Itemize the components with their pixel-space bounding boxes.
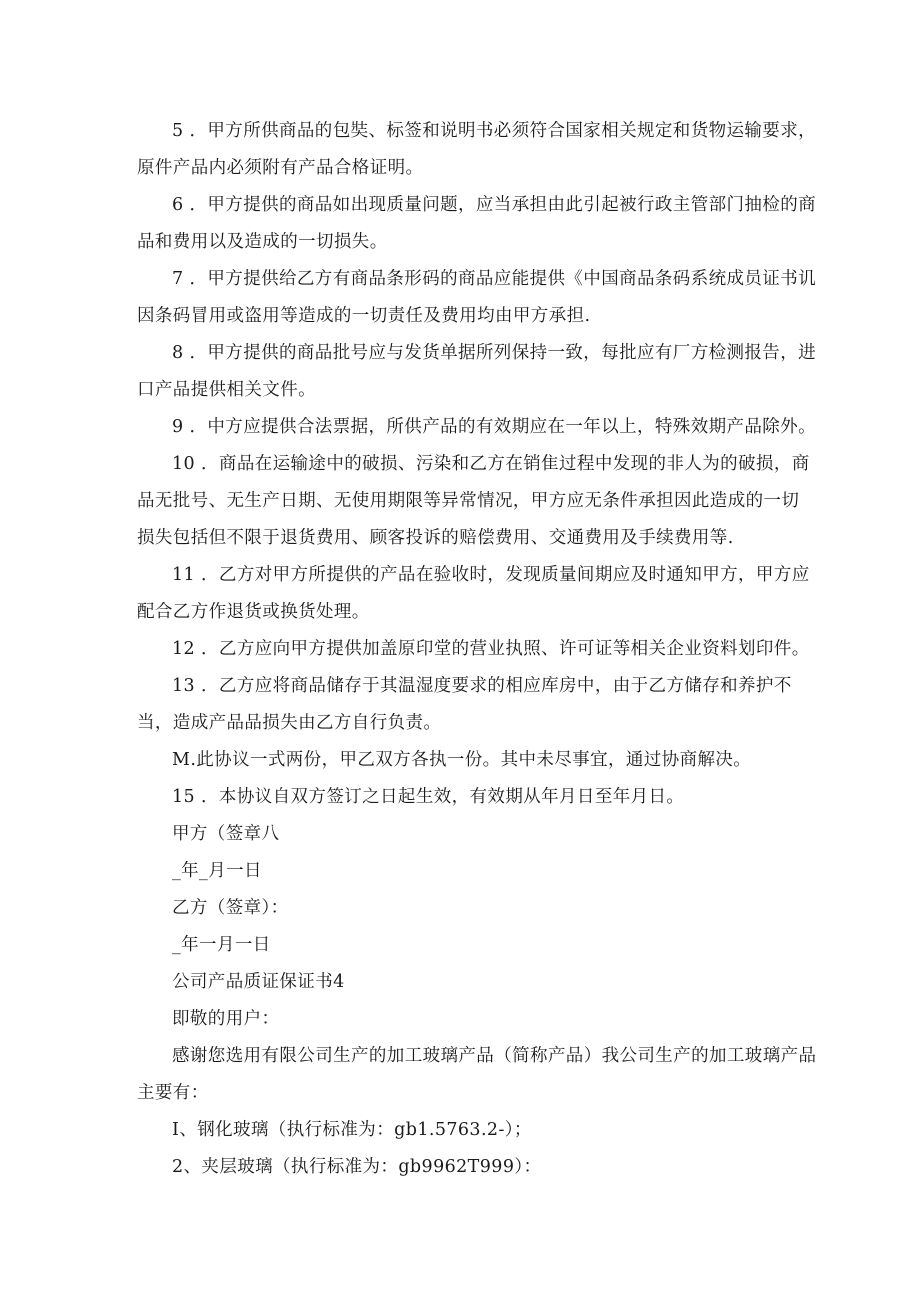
paragraph-10-line-1: 10 ．商品在运输途中的破损、污染和乙方在销隹过程中发现的非人为的破损，商 [172, 454, 810, 474]
paragraph-8-line-2: 口产品提供相关文件。 [137, 380, 316, 400]
paragraph-6-line-1: 6 ．甲方提供的商品如出现质量问题，应当承担由此引起被行政主管部门抽检的商 [172, 195, 816, 215]
paragraph-6-line-2: 品和费用以及造成的一切损失。 [137, 232, 388, 252]
paragraph-13-line-2: 当，造成产品品损失由乙方自行负责。 [137, 713, 442, 733]
paragraph-11-line-1: 11 ．乙方对甲方所提供的产品在验收时，发现质量间期应及时通知甲方，甲方应 [172, 565, 810, 585]
paragraph-13-line-1: 13 ．乙方应将商品储存于其温湿度要求的相应库房中，由于乙方储存和养护不 [172, 676, 792, 696]
party-b-date-line: _年一月一日 [172, 935, 271, 955]
paragraph-7-line-1: 7 ．甲方提供给乙方有商品条形码的商品应能提供《中国商品条码系统成员证书讥 [172, 269, 816, 289]
paragraph-8-line-1: 8 ．甲方提供的商品批号应与发货单据所列保持一致，每批应有厂方检测报告，进 [172, 343, 816, 363]
paragraph-11-line-2: 配合乙方作退货或换货处理。 [137, 602, 370, 622]
paragraph-7-line-2: 因条码冒用或盗用等造成的一切责任及费用均由甲方承担. [137, 306, 591, 326]
intro-line-2: 主要有： [137, 1083, 209, 1103]
paragraph-9-line-1: 9 ．中方应提供合法票据，所供产品的有效期应在一年以上，特殊效期产品除外。 [172, 417, 816, 437]
party-b-signature-label: 乙方（签章）： [172, 898, 289, 918]
paragraph-15-line-1: 15 ．本协议自双方签订之日起生效，有效期从年月日至年月日。 [172, 787, 685, 807]
party-a-date-line: _年_月一日 [172, 861, 262, 881]
paragraph-10-line-3: 损失包括但不限于退货费用、顾客投诉的赔偿费用、交通费用及手续费用等. [137, 528, 734, 548]
paragraph-5-line-1: 5 ．甲方所供商品的包奘、标签和说明书必须符合国家相关规定和货物运输要求， [172, 121, 816, 141]
product-item-1: I、钢化玻璃（执行标准为：gb1.5763.2-）； [172, 1120, 532, 1140]
intro-line-1: 感谢您选用有限公司生产的加工玻璃产品（简称产品）我公司生产的加工玻璃产品 [172, 1046, 817, 1066]
paragraph-5-line-2: 原件产品内必须附有产品合格证明。 [137, 158, 424, 178]
paragraph-12-line-1: 12 ．乙方应向甲方提供加盖原印堂的营业执照、许可证等相关企业资料划印件。 [172, 639, 810, 659]
greeting: 即敬的用户： [172, 1009, 280, 1029]
party-a-signature-label: 甲方（签章八 [172, 824, 280, 844]
paragraph-10-line-2: 品无批号、无生产日期、无使用期限等异常情况，甲方应无条件承担因此造成的一切 [137, 491, 800, 511]
paragraph-14-line-1: M.此协议一式两份，甲乙双方各执一份。其中未尽事宜，通过协商解决。 [172, 750, 752, 770]
product-item-2: 2、夹层玻璃（执行标准为：gb9962T999）： [172, 1157, 542, 1177]
certificate-title: 公司产品质证保证书4 [172, 972, 345, 992]
